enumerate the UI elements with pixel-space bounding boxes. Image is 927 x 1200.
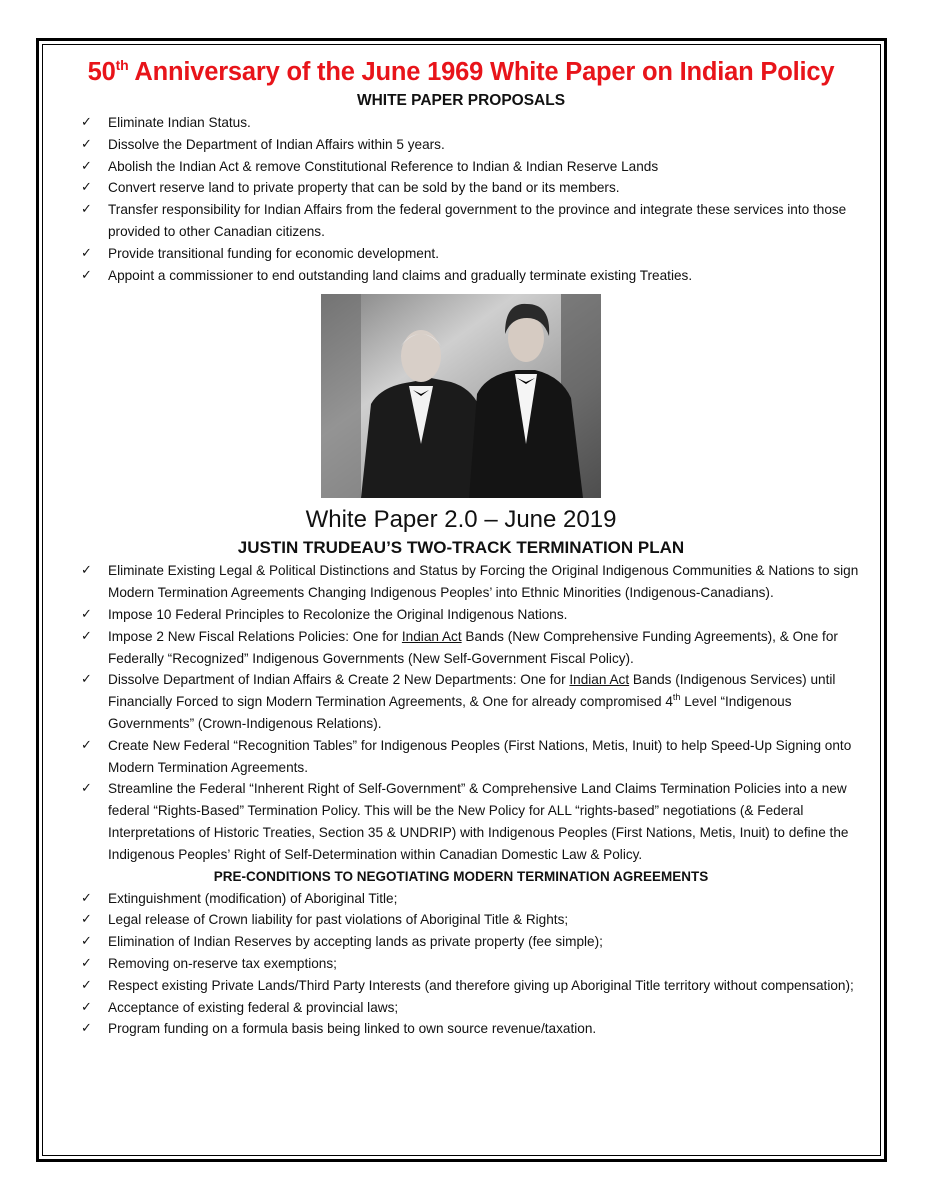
check-icon: ✓ bbox=[81, 628, 92, 644]
check-icon: ✓ bbox=[81, 737, 92, 753]
subtitle-white-paper-2: White Paper 2.0 – June 2019 bbox=[305, 506, 617, 534]
check-icon: ✓ bbox=[81, 890, 92, 906]
check-icon: ✓ bbox=[81, 977, 92, 993]
check-icon: ✓ bbox=[81, 1021, 92, 1037]
proposals-list bbox=[48, 112, 874, 286]
check-icon: ✓ bbox=[81, 115, 92, 130]
list-item: ✓ Acceptance of existing federal & provincial laws; bbox=[48, 997, 874, 1019]
list-item: ✓ Appoint a commissioner to end outstanding land claims and gradually terminate existing Treaties. bbox=[48, 265, 874, 287]
list-item: ✓ Removing on-reserve tax exemptions; bbox=[48, 953, 874, 975]
list-item: ✓ Impose 10 Federal Principles to Recolonize the Original Indigenous Nations. bbox=[48, 604, 874, 626]
pre-conditions-list bbox=[48, 888, 874, 1041]
check-icon: ✓ bbox=[81, 606, 92, 622]
page-title: 50th Anniversary of the June 1969 White Paper on Indian Policy bbox=[87, 57, 835, 86]
list-item: ✓ Provide transitional funding for economic development. bbox=[48, 243, 874, 265]
document-page bbox=[48, 54, 874, 1144]
termination-plan-list bbox=[48, 560, 874, 865]
check-icon: ✓ bbox=[81, 672, 92, 688]
section-heading-pre-conditions: PRE-CONDITIONS TO NEGOTIATING MODERN TERMINATION AGREEMENTS bbox=[213, 868, 709, 884]
check-icon: ✓ bbox=[81, 267, 92, 283]
check-icon: ✓ bbox=[81, 180, 92, 196]
check-icon: ✓ bbox=[81, 136, 92, 152]
photo-two-men-in-tuxedos bbox=[321, 294, 601, 498]
list-item: ✓ Legal release of Crown liability for past violations of Aboriginal Title & Rights; bbox=[48, 909, 874, 931]
photo-illustration bbox=[321, 294, 601, 498]
list-item: ✓ Dissolve the Department of Indian Affairs within 5 years. bbox=[48, 134, 874, 156]
list-item: ✓ Create New Federal “Recognition Tables” for Indigenous Peoples (First Nations, Metis, Inuit) to help Speed-Up Signing onto Modern Termination Agreements. bbox=[48, 735, 874, 779]
list-item: ✓ Transfer responsibility for Indian Affairs from the federal government to the province and integrate these services into those provided to other Canadian citizens. bbox=[48, 199, 874, 243]
check-icon: ✓ bbox=[81, 245, 92, 261]
section-heading-termination-plan: JUSTIN TRUDEAU’S TWO-TRACK TERMINATION PLAN bbox=[237, 538, 685, 558]
check-icon: ✓ bbox=[81, 781, 92, 797]
list-item: ✓ Streamline the Federal “Inherent Right of Self-Government” & Comprehensive Land Claims Termination Policies into a new federal “Rights-Based” Termination Policy. This will be the New Policy for ALL “rights-based” negotiations (& Federal Interpretations of Historic Treaties, Section 35 & UNDRIP) with Indigenous Peoples (First Nations, Metis, Inuit) to define the Indigenous Peoples’ Right of Self-Determination within Canadian Domestic Law & Policy. bbox=[48, 778, 874, 865]
list-item: ✓ Eliminate Indian Status. bbox=[48, 112, 874, 134]
check-icon: ✓ bbox=[81, 912, 92, 928]
list-item: ✓ Extinguishment (modification) of Aboriginal Title; bbox=[48, 888, 874, 910]
section-heading-white-paper-proposals: WHITE PAPER PROPOSALS bbox=[356, 92, 566, 109]
check-icon: ✓ bbox=[81, 999, 92, 1015]
list-item: ✓ Abolish the Indian Act & remove Constitutional Reference to Indian & Indian Reserve Lands bbox=[48, 156, 874, 178]
list-item: ✓ Elimination of Indian Reserves by accepting lands as private property (fee simple); bbox=[48, 931, 874, 953]
list-item: ✓ Program funding on a formula basis being linked to own source revenue/taxation. bbox=[48, 1018, 874, 1040]
check-icon: ✓ bbox=[81, 158, 92, 174]
list-item: ✓ Respect existing Private Lands/Third Party Interests (and therefore giving up Aboriginal Title territory without compensation); bbox=[48, 975, 874, 997]
list-item: ✓ Convert reserve land to private property that can be sold by the band or its members. bbox=[48, 177, 874, 199]
check-icon: ✓ bbox=[81, 202, 92, 218]
check-icon: ✓ bbox=[81, 934, 92, 950]
check-icon: ✓ bbox=[81, 955, 92, 971]
list-item: ✓ Dissolve Department of Indian Affairs & Create 2 New Departments: One for Indian Act Bands (Indigenous Services) until Financially Forced to sign Modern Termination Agreements, & One for already compromised 4th Level “Indigenous Governments” (Crown-Indigenous Relations). bbox=[48, 669, 874, 734]
list-item: ✓ Impose 2 New Fiscal Relations Policies: One for Indian Act Bands (New Comprehensive Funding Agreements), & One for Federally “Recognized” Indigenous Governments (New Self-Government Fiscal Policy). bbox=[48, 626, 874, 670]
check-icon: ✓ bbox=[81, 563, 92, 579]
list-item: ✓ Eliminate Existing Legal & Political Distinctions and Status by Forcing the Original Indigenous Communities & Nations to sign Modern Termination Agreements Changing Indigenous Peoples’ into Ethnic Minorities (Indigenous-Canadians). bbox=[48, 560, 874, 604]
